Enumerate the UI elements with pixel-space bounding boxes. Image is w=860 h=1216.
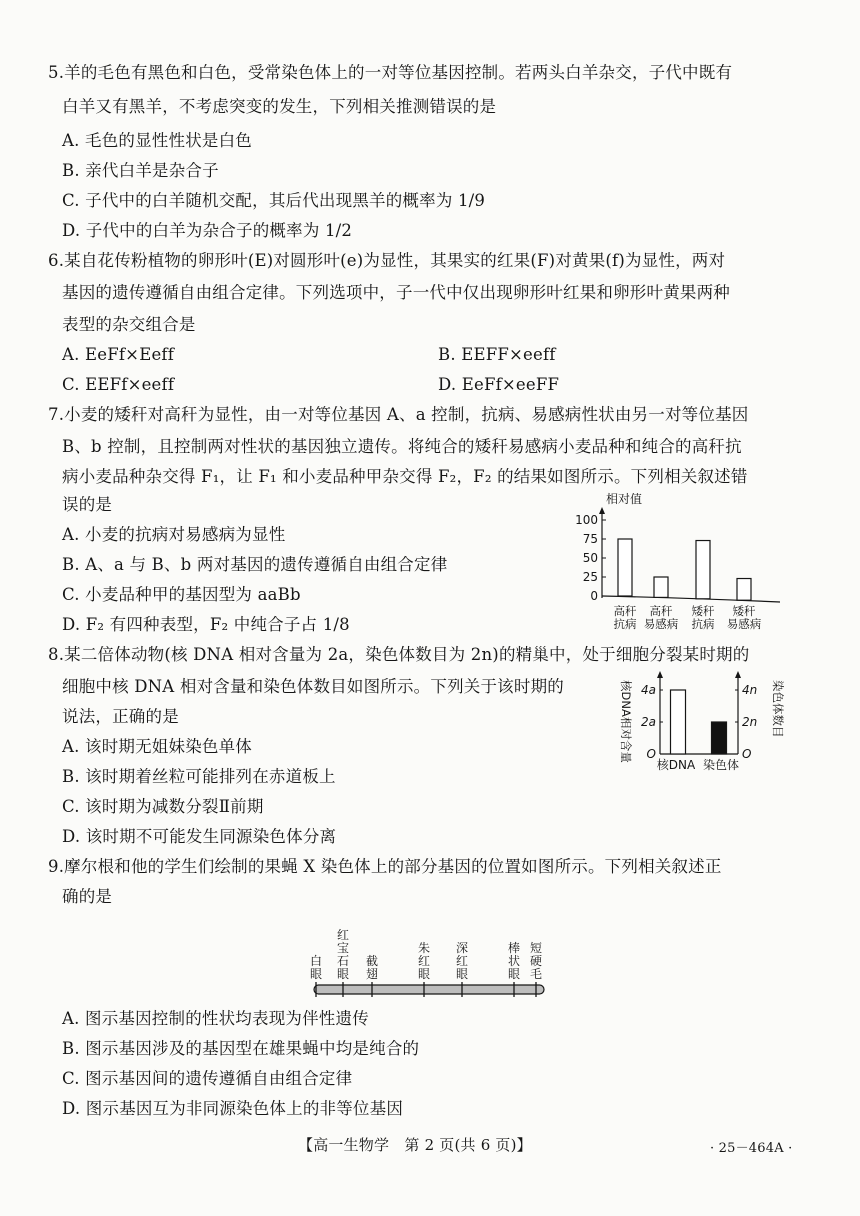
q7-bar-chart <box>568 488 788 630</box>
q6-stem-line-2: 基因的遗传遵循自由组合定律。下列选项中，子一代中仅出现卵形叶红果和卵形叶黄果两种 <box>62 283 730 302</box>
page-footer-code: · 25－464A · <box>710 1141 793 1156</box>
gene-label-char: 深 <box>455 941 469 955</box>
q8-right-tick-label: 2n <box>742 715 758 729</box>
gene-label-char: 翅 <box>365 967 379 981</box>
x-chromosome-diagram <box>300 912 560 1004</box>
q8-left-arrow <box>657 671 663 678</box>
q5-option-c: C. 子代中的白羊随机交配，其后代出现黑羊的概率为 1/9 <box>62 191 486 210</box>
q7-option-d: D. F₂ 有四种表型，F₂ 中纯合子占 1/8 <box>62 615 350 634</box>
q7-y-tick-label: 100 <box>575 513 598 527</box>
q7-category-label: 矮秆 <box>691 604 715 618</box>
gene-label-char: 白 <box>309 954 323 968</box>
q8-stem-line-1: 8.某二倍体动物(核 DNA 相对含量为 2a，染色体数目为 2n)的精巢中，处于细胞分裂某时期的 <box>48 645 750 664</box>
q5-option-b: B. 亲代白羊是杂合子 <box>62 161 219 180</box>
q8-stem-line-3: 说法，正确的是 <box>62 707 179 726</box>
q8-option-c: C. 该时期为减数分裂Ⅱ前期 <box>62 797 264 816</box>
gene-label-char: 红 <box>417 954 431 968</box>
gene-label-char: 石 <box>336 954 350 968</box>
gene-label-char: 朱 <box>417 941 431 955</box>
q5-stem-line-1: 5.羊的毛色有黑色和白色，受常染色体上的一对等位基因控制。若两头白羊杂交，子代中既有 <box>48 63 733 82</box>
q8-chart-right-label: 染色体数目 <box>771 680 785 738</box>
q8-bar <box>712 722 727 754</box>
q7-bar <box>654 577 668 597</box>
q8-bar-chart <box>618 668 790 776</box>
q8-option-b: B. 该时期着丝粒可能排列在赤道板上 <box>62 767 336 786</box>
q7-y-tick-label: 0 <box>590 589 598 603</box>
q9-option-c: C. 图示基因间的遗传遵循自由组合定律 <box>62 1069 353 1088</box>
gene-label-char: 红 <box>336 928 350 942</box>
q7-category-label: 高秆 <box>649 604 673 618</box>
q7-y-axis-arrow <box>599 507 605 514</box>
q7-category-label: 高秆 <box>613 604 637 618</box>
q8-option-d: D. 该时期不可能发生同源染色体分离 <box>62 827 337 846</box>
q9-option-a: A. 图示基因控制的性状均表现为伴性遗传 <box>62 1009 369 1028</box>
q8-left-tick-label: 4a <box>641 683 656 697</box>
q6-option-a: A. EeFf×Eeff <box>62 345 175 364</box>
q8-right-tick-label: O <box>742 747 752 761</box>
q7-y-tick-label: 75 <box>582 532 598 546</box>
q6-option-d: D. EeFf×eeFF <box>438 375 560 394</box>
q9-option-d: D. 图示基因互为非同源染色体上的非等位基因 <box>62 1099 404 1118</box>
gene-label-char: 眼 <box>336 967 350 981</box>
q5-option-a: A. 毛色的显性性状是白色 <box>62 131 253 150</box>
q8-right-tick-label: 4n <box>742 683 758 697</box>
gene-label-char: 短 <box>529 941 543 955</box>
q7-chart-ylabel: 相对值 <box>606 492 643 506</box>
q8-chart-left-label: 核DNA相对含量 <box>619 680 633 763</box>
gene-label-char: 眼 <box>455 967 469 981</box>
q9-option-b: B. 图示基因涉及的基因型在雄果蝇中均是纯合的 <box>62 1039 420 1058</box>
q8-category-label: 核DNA <box>656 758 696 772</box>
q7-y-tick-label: 25 <box>582 570 598 584</box>
gene-label-char: 眼 <box>309 967 323 981</box>
gene-label-char: 棒 <box>507 941 521 955</box>
q6-option-c: C. EEFf×eeff <box>62 375 175 394</box>
q9-stem-line-2: 确的是 <box>62 887 113 906</box>
q7-category-label: 易感病 <box>643 617 679 630</box>
q7-y-tick-label: 50 <box>582 551 598 565</box>
q7-category-label: 矮秆 <box>732 604 756 618</box>
gene-label-char: 毛 <box>529 967 543 981</box>
q8-left-tick-label: O <box>646 747 656 761</box>
gene-label-char: 红 <box>455 954 469 968</box>
q8-category-label: 染色体 <box>702 758 740 772</box>
gene-label-char: 硬 <box>529 954 543 968</box>
gene-label-char: 眼 <box>417 967 431 981</box>
q7-option-a: A. 小麦的抗病对易感病为显性 <box>62 525 286 544</box>
gene-label-char: 状 <box>507 954 521 968</box>
q7-category-label: 抗病 <box>691 617 715 630</box>
q7-x-axis <box>602 596 780 602</box>
q5-option-d: D. 子代中的白羊为杂合子的概率为 1/2 <box>62 221 353 240</box>
gene-label-char: 截 <box>365 954 379 968</box>
q7-option-c: C. 小麦品种甲的基因型为 aaBb <box>62 585 301 604</box>
q8-stem-line-2: 细胞中核 DNA 相对含量和染色体数目如图所示。下列关于该时期的 <box>62 677 564 696</box>
q5-stem-line-2: 白羊又有黑羊，不考虑突变的发生，下列相关推测错误的是 <box>62 97 497 116</box>
q7-stem-line-3: 病小麦品种杂交得 F₁，让 F₁ 和小麦品种甲杂交得 F₂，F₂ 的结果如图所示。下列相关叙述错 <box>62 467 748 486</box>
q7-category-label: 抗病 <box>613 617 637 630</box>
q6-option-b: B. EEFF×eeff <box>438 345 556 364</box>
q7-option-b: B. A、a 与 B、b 两对基因的遗传遵循自由组合定律 <box>62 555 448 574</box>
gene-label-char: 眼 <box>507 967 521 981</box>
q6-stem-line-1: 6.某自花传粉植物的卵形叶(E)对圆形叶(e)为显性，其果实的红果(F)对黄果(f)为显性，两对 <box>48 251 726 270</box>
q8-option-a: A. 该时期无姐妹染色单体 <box>62 737 253 756</box>
q8-left-tick-label: 2a <box>641 715 656 729</box>
q7-stem-line-1: 7.小麦的矮秆对高秆为显性，由一对等位基因 A、a 控制，抗病、易感病性状由另一对等位基因 <box>48 405 749 424</box>
q8-right-arrow <box>735 671 741 678</box>
q7-bar <box>737 579 751 601</box>
q6-stem-line-3: 表型的杂交组合是 <box>62 315 196 334</box>
q9-stem-line-1: 9.摩尔根和他的学生们绘制的果蝇 X 染色体上的部分基因的位置如图所示。下列相关叙述正 <box>48 857 722 876</box>
gene-label-char: 宝 <box>336 941 350 955</box>
q7-bar <box>618 539 632 596</box>
q7-stem-line-4: 误的是 <box>62 495 113 514</box>
q7-stem-line-2: B、b 控制，且控制两对性状的基因独立遗传。将纯合的矮秆易感病小麦品种和纯合的高秆抗 <box>62 437 742 456</box>
q8-bar <box>671 690 686 754</box>
q7-bar <box>696 541 710 599</box>
q7-category-label: 易感病 <box>726 617 762 630</box>
page-footer-title: 【高一生物学 第 2 页(共 6 页)】 <box>298 1136 532 1154</box>
chromosome-bar <box>314 985 544 994</box>
